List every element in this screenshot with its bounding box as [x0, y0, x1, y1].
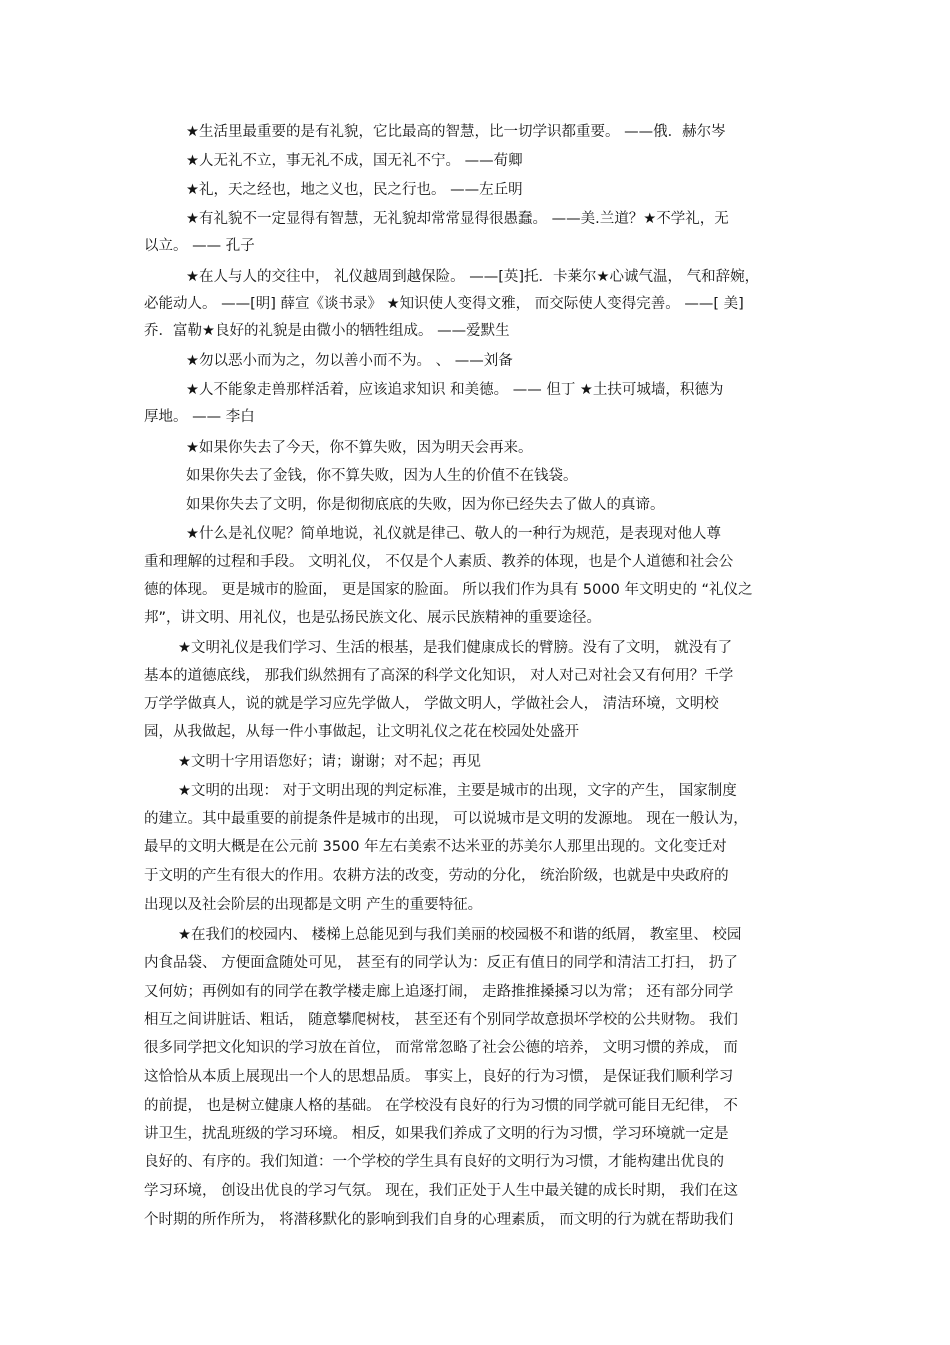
text-line: 良好的、有序的。我们知道：一个学校的学生具有良好的文明行为习惯，才能构建出优良的: [144, 1154, 724, 1170]
text-line: ★礼，天之经也，地之义也，民之行也。 ——左丘明: [186, 182, 523, 198]
text-line: ★文明的出现： 对于文明出现的判定标准，主要是城市的出现，文字的产生， 国家制度: [178, 783, 737, 799]
text-line: 又何妨；再例如有的同学在教学楼走廊上追逐打闹， 走路推推搡搡习以为常； 还有部分同学: [144, 984, 734, 1000]
text-line: 德的体现。 更是城市的脸面， 更是国家的脸面。 所以我们作为具有 5000 年文明史的 “礼仪之: [144, 582, 753, 598]
text-line: ★人无礼不立，事无礼不成，国无礼不宁。 ——荀卿: [186, 153, 523, 169]
text-line: ★文明礼仪是我们学习、生活的根基，是我们健康成长的臂膀。没有了文明， 就没有了: [178, 640, 733, 656]
text-line: 如果你失去了金钱，你不算失败，因为人生的价值不在钱袋。: [186, 468, 578, 484]
text-line: 乔．富勒★良好的礼貌是由微小的牺牲组成。 ——爱默生: [144, 323, 510, 339]
text-line: ★文明十字用语您好；请；谢谢；对不起；再见: [178, 754, 481, 770]
text-line: 于文明的产生有很大的作用。农耕方法的改变，劳动的分化， 统治阶级，也就是中央政府的: [144, 868, 729, 884]
text-line: 以立。 —— 孔子: [144, 238, 255, 254]
text-line: 园，从我做起，从每一件小事做起，让文明礼仪之花在校园处处盛开: [144, 724, 579, 740]
text-line: 基本的道德底线， 那我们纵然拥有了高深的科学文化知识， 对人对己对社会又有何用？千学: [144, 668, 734, 684]
text-line: 厚地。 —— 李白: [144, 409, 255, 425]
text-line: 出现以及社会阶层的出现都是文明 产生的重要特征。: [144, 897, 483, 913]
text-line: ★如果你失去了今天，你不算失败，因为明天会再来。: [186, 440, 533, 456]
text-line: 内食品袋、 方便面盒随处可见， 甚至有的同学认为：反正有值日的同学和清洁工打扫， 扔了: [144, 955, 738, 971]
text-line: 很多同学把文化知识的学习放在首位， 而常常忽略了社会公德的培养， 文明习惯的养成， 而: [144, 1040, 738, 1056]
text-line: ★在人与人的交往中， 礼仪越周到越保险。 ——[英]托．卡莱尔★心诚气温， 气和辞婉，: [186, 269, 760, 285]
text-line: 学习环境， 创设出优良的学习气氛。 现在，我们正处于人生中最关键的成长时期， 我们在这: [144, 1183, 738, 1199]
text-line: ★人不能象走兽那样活着，应该追求知识 和美德。 —— 但丁 ★土扶可城墙，积德为: [186, 382, 724, 398]
text-line: 如果你失去了文明，你是彻彻底底的失败，因为你已经失去了做人的真谛。: [186, 497, 665, 513]
text-line: 讲卫生，扰乱班级的学习环境。 相反，如果我们养成了文明的行为习惯，学习环境就一定是: [144, 1126, 729, 1142]
text-line: 的前提， 也是树立健康人格的基础。 在学校没有良好的行为习惯的同学就可能目无纪律， 不: [144, 1098, 738, 1114]
text-line: ★在我们的校园内、 楼梯上总能见到与我们美丽的校园极不和谐的纸屑， 教室里、 校园: [178, 927, 742, 943]
text-line: ★有礼貌不一定显得有智慧，无礼貌却常常显得很愚蠢。 ——美.兰道？★不学礼，无: [186, 211, 729, 227]
text-line: 重和理解的过程和手段。 文明礼仪， 不仅是个人素质、教养的体现，也是个人道德和社会公: [144, 554, 734, 570]
text-line: 个时期的所作所为， 将潜移默化的影响到我们自身的心理素质， 而文明的行为就在帮助我们: [144, 1212, 734, 1228]
text-line: 相互之间讲脏话、粗话， 随意攀爬树枝， 甚至还有个别同学故意损坏学校的公共财物。 我们: [144, 1012, 738, 1028]
text-line: 的建立。其中最重要的前提条件是城市的出现， 可以说城市是文明的发源地。 现在一般认为，: [144, 811, 748, 827]
text-line: 邦”，讲文明、用礼仪，也是弘扬民族文化、展示民族精神的重要途径。: [144, 610, 602, 626]
text-line: 这恰恰从本质上展现出一个人的思想品质。 事实上，良好的行为习惯， 是保证我们顺利学习: [144, 1069, 734, 1085]
text-line: 必能动人。 ——[明] 薛宣《谈书录》 ★知识使人变得文雅， 而交际使人变得完善。 ——[ 美]: [144, 296, 744, 312]
text-line: 最早的文明大概是在公元前 3500 年左右美索不达米亚的苏美尔人那里出现的。文化变迁对: [144, 839, 727, 855]
text-line: ★勿以恶小而为之，勿以善小而不为。 、 ——刘备: [186, 353, 513, 369]
text-line: 万学学做真人，说的就是学习应先学做人， 学做文明人，学做社会人， 清洁环境，文明校: [144, 696, 719, 712]
text-line: ★生活里最重要的是有礼貌，它比最高的智慧，比一切学识都重要。 ——俄．赫尔岑: [186, 124, 726, 140]
text-line: ★什么是礼仪呢？简单地说，礼仪就是律己、敬人的一种行为规范，是表现对他人尊: [186, 526, 721, 542]
